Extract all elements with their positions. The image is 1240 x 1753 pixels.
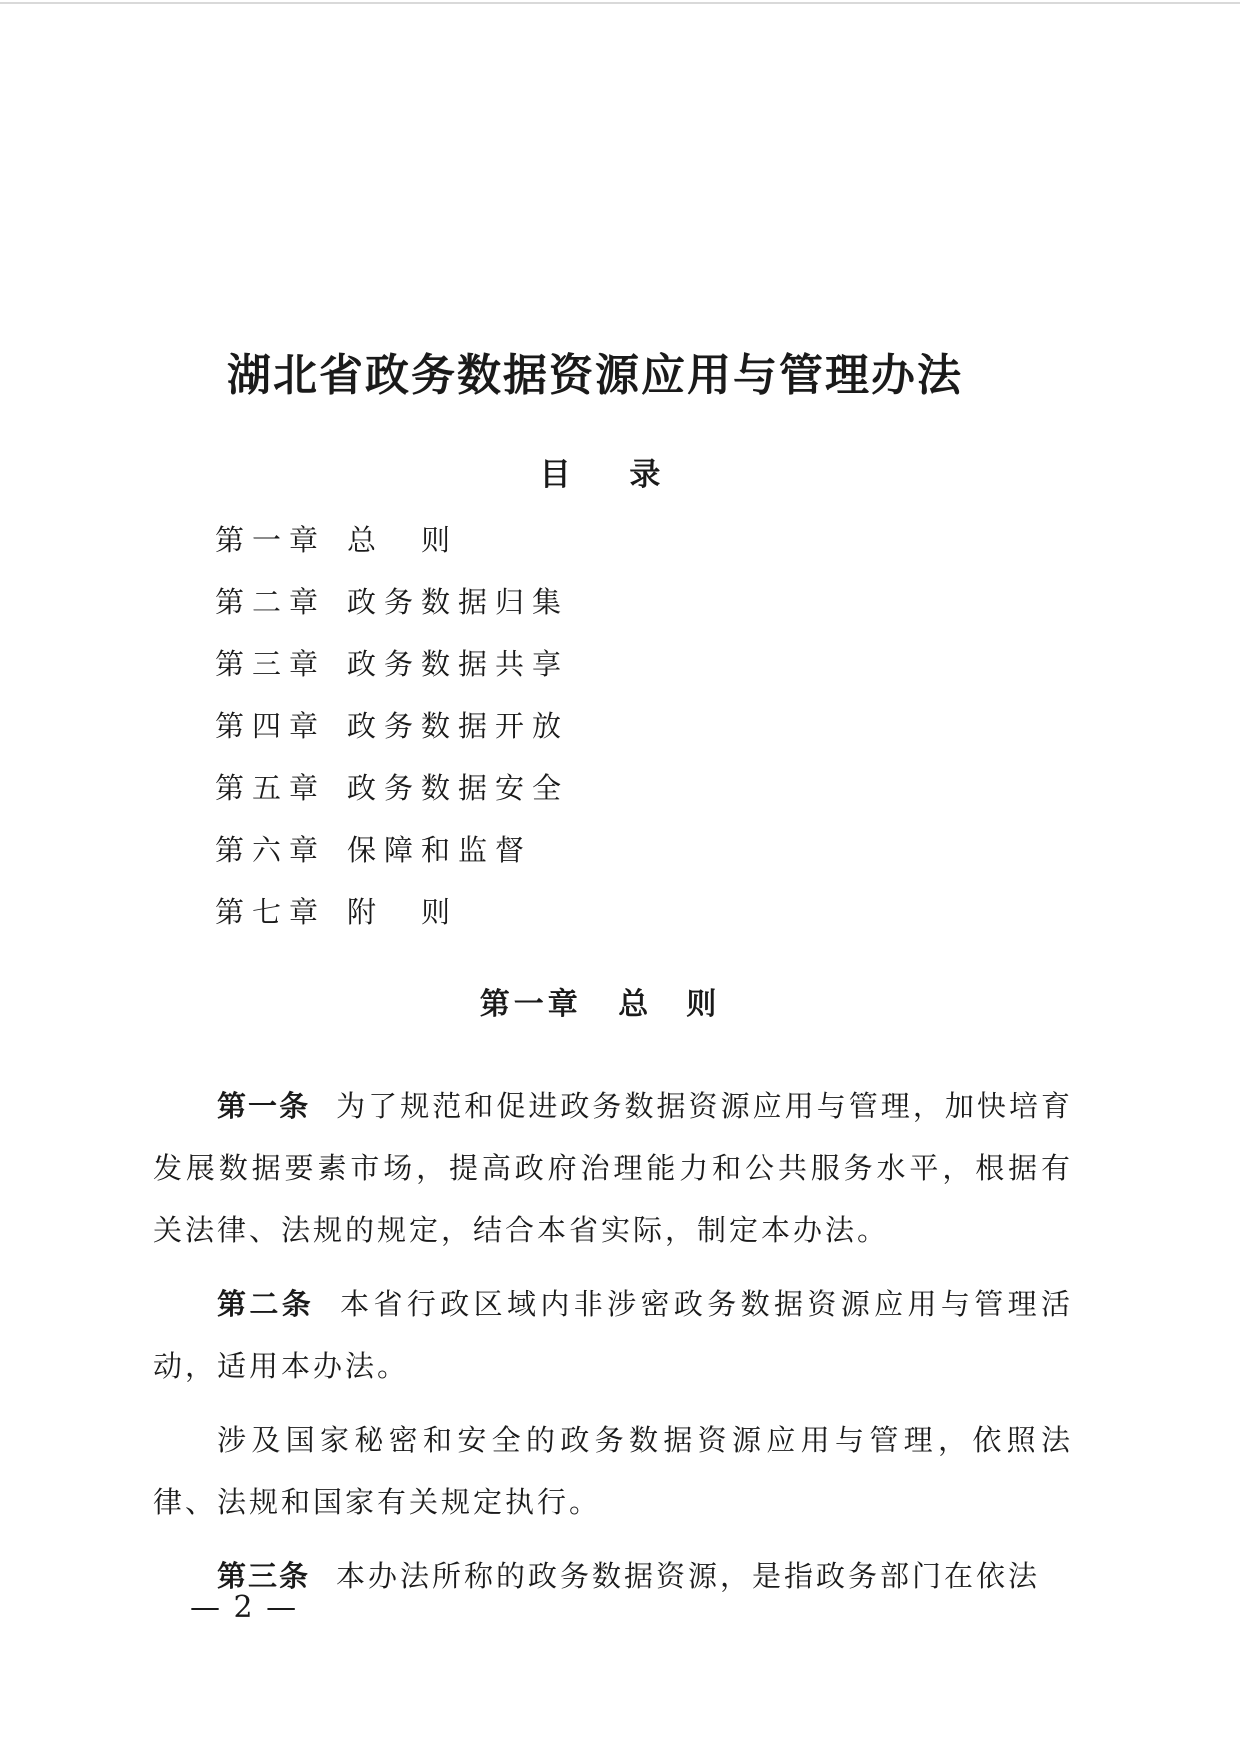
table-of-contents [215, 520, 569, 954]
article-number: 第一条 [217, 1089, 311, 1123]
toc-item [215, 520, 569, 582]
article-text: 本办法所称的政务数据资源，是指政务部门在依法 [336, 1559, 1041, 1593]
toc-chapter-number: 第四章 [215, 709, 327, 743]
article-text: 为了规范和促进政务数据资源应用与管理，加快培育发展数据要素市场，提高政府治理能力和公共服务水平，根据有关法律、法规的规定，结合本省实际，制定本办法。 [153, 1089, 1073, 1247]
article-paragraph [153, 1075, 1073, 1261]
article-text: 本省行政区域内非涉密政务数据资源应用与管理活动，适用本办法。 [153, 1287, 1073, 1383]
toc-item [215, 582, 569, 644]
toc-item [215, 768, 569, 830]
top-border-line [0, 2, 1240, 4]
toc-item [215, 892, 569, 954]
toc-chapter-title: 附 则 [347, 895, 459, 929]
document-body [153, 1075, 1073, 1619]
page-number: — 2 — [190, 1590, 299, 1625]
toc-chapter-title: 总 则 [347, 523, 459, 557]
toc-chapter-number: 第六章 [215, 833, 327, 867]
toc-item [215, 830, 569, 892]
toc-item [215, 706, 569, 768]
chapter-heading: 第一章 总 则 [479, 987, 721, 1022]
toc-chapter-number: 第二章 [215, 585, 327, 619]
article-text: 涉及国家秘密和安全的政务数据资源应用与管理，依照法律、法规和国家有关规定执行。 [153, 1423, 1073, 1519]
toc-chapter-number: 第三章 [215, 647, 327, 681]
toc-chapter-title: 政务数据归集 [347, 585, 570, 619]
toc-chapter-title: 政务数据共享 [347, 647, 570, 681]
toc-heading: 目 录 [539, 457, 661, 493]
document-title: 湖北省政务数据资源应用与管理办法 [227, 350, 963, 401]
toc-item [215, 644, 569, 706]
toc-chapter-number: 第五章 [215, 771, 327, 805]
toc-chapter-number: 第一章 [215, 523, 327, 557]
toc-chapter-title: 保障和监督 [347, 833, 533, 867]
toc-chapter-title: 政务数据开放 [347, 709, 570, 743]
toc-chapter-title: 政务数据安全 [347, 771, 570, 805]
article-paragraph [153, 1273, 1073, 1397]
article-paragraph [153, 1409, 1073, 1533]
article-number: 第二条 [217, 1287, 315, 1321]
article-number: 第三条 [217, 1559, 311, 1593]
toc-chapter-number: 第七章 [215, 895, 327, 929]
